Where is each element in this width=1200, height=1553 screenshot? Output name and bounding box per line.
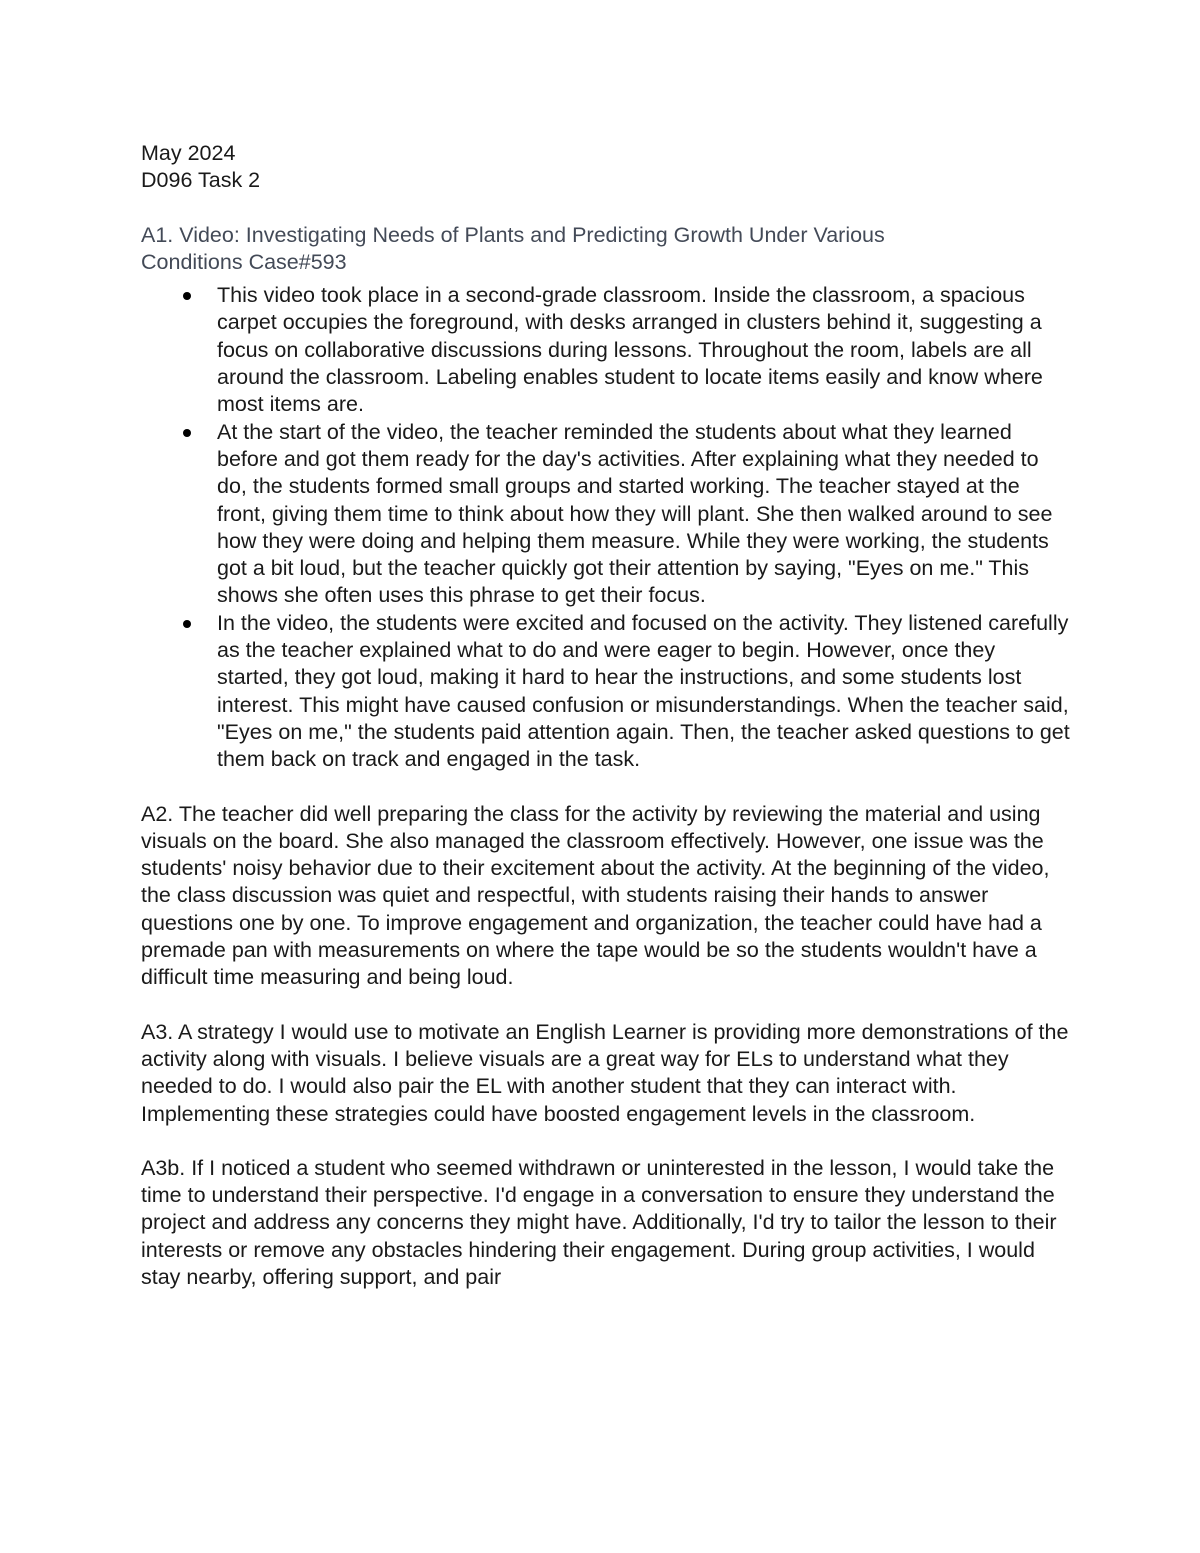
document-page [141,140,1071,1291]
list-item-text: This video took place in a second-grade classroom. Inside the classroom, a spacious carpet occupies the foreground, with desks arranged in clusters behind it, suggesting a focus on collaborative discussions during lessons. Throughout the room, labels are all around the classroom. Labeling enables student to locate items easily and know where most items are. [217,283,1043,417]
list-item [141,610,1071,774]
bullet-icon [183,620,191,628]
list-item [141,419,1071,610]
spacer [141,195,1071,222]
list-item-text: In the video, the students were excited and focused on the activity. They listened carefully as the teacher explained what to do and were eager to begin. However, once they started, they got loud, making it hard to hear the instructions, and some students lost interest. This might have caused confusion or misunderstandings. When the teacher said, "Eyes on me," the students paid attention again. Then, the teacher asked questions to get them back on track and engaged in the task. [217,610,1070,772]
section-a1-title-line1: A1. Video: Investigating Needs of Plants and Predicting Growth Under Various [141,222,885,247]
spacer [141,992,1071,1019]
list-item-text: At the start of the video, the teacher reminded the students about what they learned before and got them ready for the day's activities. After explaining what they needed to do, the students formed small groups and started working. The teacher stayed at the front, giving them time to think about how they will plant. She then walked around to see how they were doing and helping them measure. While they were working, the students got a bit loud, but the teacher quickly got their attention by saying, "Eyes on me." This shows she often uses this phrase to get their focus. [217,419,1053,608]
section-a1-bullet-list [141,282,1071,773]
spacer [141,1128,1071,1155]
section-a3b-paragraph: A3b. If I noticed a student who seemed withdrawn or uninterested in the lesson, I would take the time to understand their perspective. I'd engage in a conversation to ensure they understand the project and address any concerns they might have. Additionally, I'd try to tailor the lesson to their interests or remove any obstacles hindering their engagement. During group activities, I would stay nearby, offering support, and pair [141,1155,1057,1289]
list-item [141,282,1071,418]
document-task-title: D096 Task 2 [141,168,261,193]
document-date: May 2024 [141,141,236,165]
spacer [141,774,1071,801]
section-a2-paragraph: A2. The teacher did well preparing the class for the activity by reviewing the material and using visuals on the board. She also managed the classroom effectively. However, one issue was the students' noisy behavior due to their excitement about the activity. At the beginning of the video, the class discussion was quiet and respectful, with students raising their hands to answer questions one by one. To improve engagement and organization, the teacher could have had a premade pan with measurements on where the tape would be so the students wouldn't have a difficult time measuring and being loud. [141,801,1050,990]
bullet-icon [183,292,191,300]
section-a3-paragraph: A3. A strategy I would use to motivate an English Learner is providing more demonstrations of the activity along with visuals. I believe visuals are a great way for ELs to understand what they needed to do. I would also pair the EL with another student that they can interact with. Implementing these strategies could have boosted engagement levels in the classroom. [141,1019,1069,1126]
bullet-icon [183,429,191,437]
section-a1-title-line2: Conditions Case#593 [141,249,347,274]
